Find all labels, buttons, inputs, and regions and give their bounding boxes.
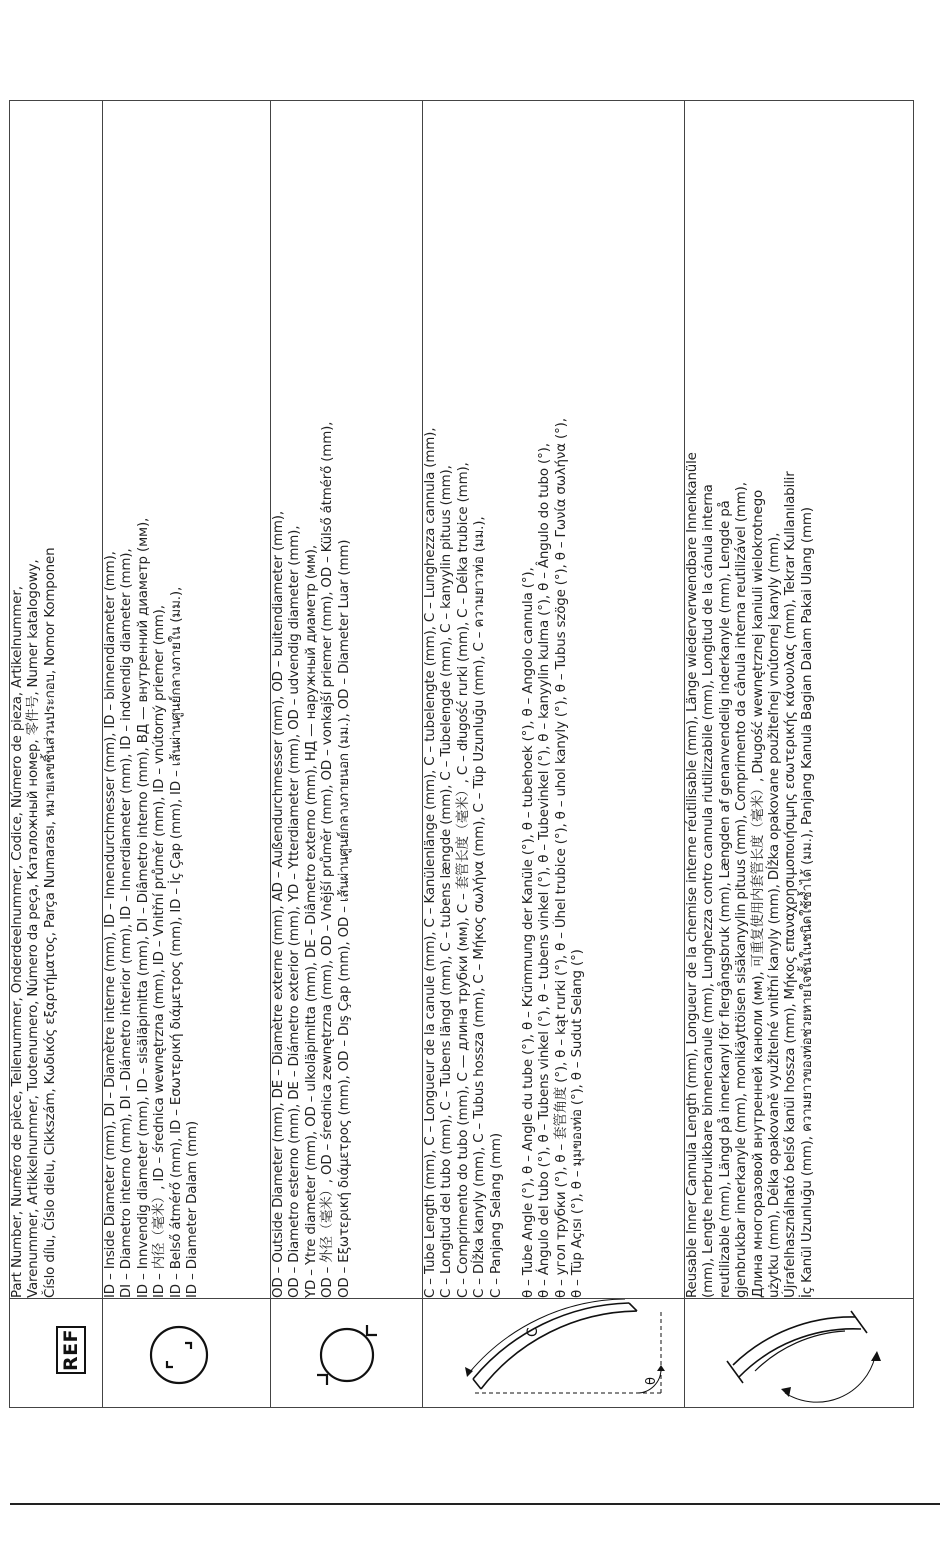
description-line: Varenummer, Artikkelnummer, Tuotenumero, Número da peça, Каталожный номер, 零件号, Numer katalogowy,: [26, 559, 42, 1298]
description-line: ID – 内径（毫米）, ID – średnica wewnętrzna (mm), ID – Vnitřní průměr (mm), ID – vnútorný priemer (mm),: [152, 605, 168, 1298]
table-row-tube-length-angle: [423, 101, 685, 1408]
description-line: θ – Tube Angle (°), θ – Angle du tube (°), θ – Krümmung der Kanüle (°), θ – tubehoek (°), θ – Angolo cannula (°),: [521, 567, 537, 1298]
description-line: reutilizable (mm), Längd på innerkanyl för flergångsbruk (mm), Længden af genanvendelig inderkanyle (mm), Lengde på: [717, 500, 733, 1298]
description-line: ID – Innvendig diameter (mm), ID – sisäläpimitta (mm), DI – Diâmetro interno (mm), ВД — внутренний диаметр (мм),: [135, 517, 151, 1298]
symbol-cell: [271, 1299, 423, 1408]
inside-diameter-icon: [103, 1299, 271, 1407]
tube-angle-label: θ: [644, 1377, 659, 1385]
description-line: C – Tube Length (mm), C – Longueur de la canule (mm), C – Kanülenlänge (mm), C – tubelengte (mm), C – Lunghezza cannula (mm),: [423, 427, 438, 1298]
reusable-inner-cannula-icon: [685, 1299, 914, 1407]
description-line: θ – угол трубки (°), θ – 套管角度 (°), θ – kąt rurki (°), θ – Úhel trubice (°), θ – uhol kanyly (°), θ – Tubus szöge (°), θ – Γωνία σωλήνα (°),: [553, 418, 569, 1298]
description-line: Újrafelhasználható belső kanül hossza (mm), Μήκος επαναχρησιμοποιήσιμης εσωτερικής κάνουλας (mm), Tekrar Kullanılabilir: [783, 471, 799, 1298]
description-line: İç Kanül Uzunluğu (mm), ความยาวของท่อช่วยหายใจชั้นในชนิดใช้ซ้ำได้ (มม.), Panjang Kanula Bagian Dalam Pakai Ulang (mm): [799, 507, 815, 1298]
symbol-cell: [10, 1299, 103, 1408]
symbol-cell: [103, 1299, 271, 1408]
description-line: ID – Diameter Dalam (mm): [185, 1121, 201, 1298]
description-line: C – Longitud del tubo (mm), C – Tubens längd (mm), C – tubens længde (mm), C – Tubelengde (mm), C – kanyylin pituus (mm),: [439, 465, 455, 1298]
tube-length-angle-icon: [423, 1299, 685, 1407]
description-line: użytku (mm), Délka opakovaně využitelné vnitřní kanyly (mm), Dĺžka opakovane použiteľnej vnútornej kanyly (mm),: [767, 532, 783, 1298]
description-line: OD – Εξωτερική διάμετρος (mm), OD – Dış Çap (mm), OD – เส้นผ่านศูนย์กลางภายนอก (มม.), OD – Diameter Luar (mm): [336, 539, 352, 1298]
description-cell: [685, 101, 914, 1299]
description-line: C – Dĺžka kanyly (mm), C – Tubus hossza (mm), C – Μήκος σωλήνα (mm), C – Tüp Uzunluğu (mm), C – ความยาวท่อ (มม.),: [472, 516, 488, 1298]
paragraph-gap: [505, 101, 521, 1298]
description-line: Part Number, Numéro de pièce, Teilenummer, Onderdeelnummer, Codice, Número de pieza, Artikelnummer,: [10, 586, 25, 1298]
symbol-glossary: [9, 100, 913, 1408]
ref-symbol-icon: REF: [56, 1326, 86, 1374]
description-line: Длина многоразовой внутренней канюли (мм), 可重复使用内套管长度（毫米）, Długość wewnętrznej kaniuli wielokrotnego: [750, 489, 766, 1298]
description-line: OD – Outside Diameter (mm), DE – Diamètre externe (mm), AD – Außendurchmesser (mm), OD – buitendiameter (mm),: [271, 511, 286, 1298]
description-cell: [103, 101, 271, 1299]
table-row-inner-cannula: [685, 101, 914, 1408]
description-line: DI – Diametro interno (mm), DI – Diámetro interior (mm), ID – Innerdiameter (mm), ID – indvendig diameter (mm),: [119, 548, 135, 1298]
tube-length-label: C: [525, 1327, 541, 1337]
table-row-inside-diameter: [103, 101, 271, 1408]
table-row-outside-diameter: [271, 101, 423, 1408]
symbol-table: [9, 100, 914, 1408]
description-line: (mm), Lengte herbruikbare binnencanule (mm), Lunghezza contro cannula riutilizzabile (mm), Longitud de la cánula interna: [701, 484, 717, 1298]
description-cell: [271, 101, 423, 1299]
description-line: ID – Belső átmérő (mm), ID – Εσωτερική διάμετρος (mm), ID – İç Çap (mm), ID – เส้นผ่านศูนย์กลางภายใน (มม.),: [168, 586, 184, 1298]
description-line: C – Comprimento do tubo (mm), C — длина трубки (мм), C – 套管长度（毫米）, C – długość rurki (mm), C – Délka trubice (mm),: [455, 462, 471, 1298]
description-line: OD – 外径（毫米）, OD – średnica zewnętrzna (mm), OD – Vnější průměr (mm), OD – vonkajší priemer (mm), OD – Külső átmérő (mm),: [320, 421, 336, 1298]
symbol-cell: [685, 1299, 914, 1408]
page-bottom-rule: [10, 1503, 940, 1505]
description-line: OD – Diametro esterno (mm), DE – Diámetro exterior (mm), YD – Ytterdiameter (mm), OD – udvendig diameter (mm),: [287, 525, 303, 1298]
description-line: θ – Tüp Açısı (°), θ – มุมของท่อ (°), θ – Sudut Selang (°): [570, 949, 586, 1298]
description-line: Číslo dílu, Číslo dielu, Cikkszám, Κωδικός εξαρτήματος, Parça Numarası, หมายเลขชิ้นส่วนประกอบ, Nomor Komponen: [42, 547, 58, 1298]
description-cell: [423, 101, 685, 1299]
description-line: ID – Inside Diameter (mm), DI – Diamètre interne (mm), ID – Innendurchmesser (mm), ID – binnendiameter (mm),: [103, 551, 118, 1298]
description-line: YD – Ytre diameter (mm), OD – ulkoläpimitta (mm), DE – Diâmetro externo (mm), НД — наружный диаметр (мм),: [303, 545, 319, 1298]
description-line: C – Panjang Selang (mm): [488, 1133, 504, 1298]
table-row-ref: [10, 101, 103, 1408]
symbol-cell: [423, 1299, 685, 1408]
description-line: Reusable Inner Cannula Length (mm), Longueur de la chemise interne réutilisable (mm), Länge wiederverwendbare Innenkanüle: [685, 452, 700, 1298]
description-line: θ – Ángulo del tubo (°), θ – Tubens vinkel (°), θ – tubens vinkel (°), θ – Tubevinkel (°), θ – kanyylin kulma (°), θ – Ângulo do tubo (°),: [537, 443, 553, 1298]
description-line: gjenbrukbar innerkanyle (mm), monikäyttöisen sisäkanyylin pituus (mm), Comprimento da cânula interna reutilizável (mm),: [734, 482, 750, 1298]
outside-diameter-icon: [271, 1299, 423, 1407]
description-cell: [10, 101, 103, 1299]
